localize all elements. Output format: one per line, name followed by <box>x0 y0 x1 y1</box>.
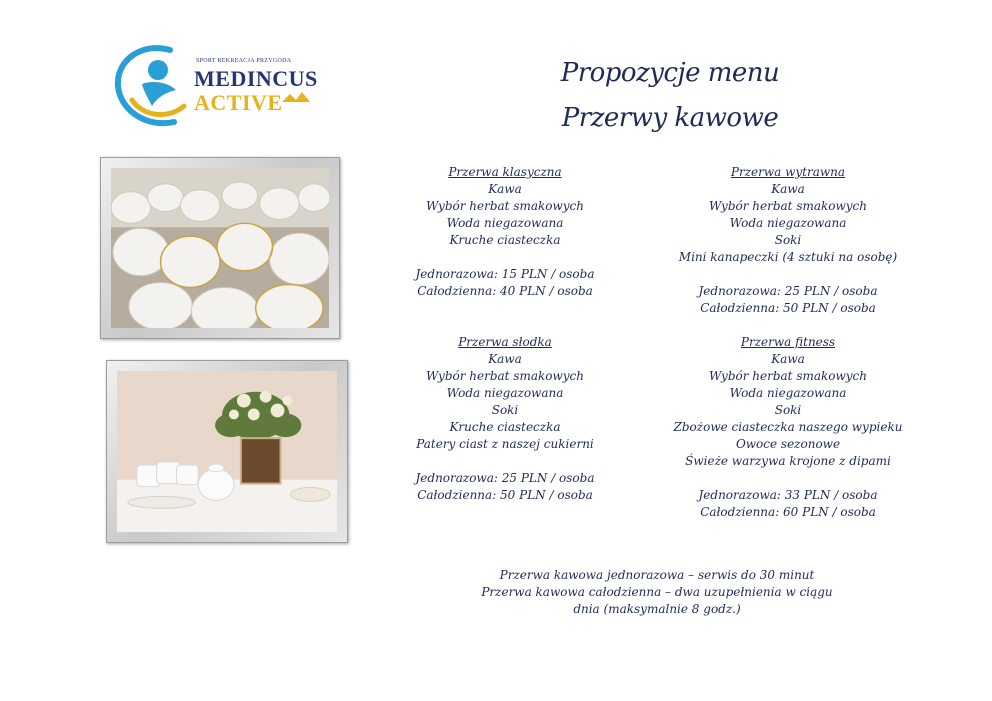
menu-title: Przerwa fitness <box>740 335 836 349</box>
price-allday: Całodzienna: 50 PLN / osoba <box>417 488 593 502</box>
menu-item: Wybór herbat smakowych <box>708 369 868 383</box>
teaset-photo <box>106 360 348 543</box>
menu-item: Soki <box>491 403 519 417</box>
menu-item: Kawa <box>771 182 805 196</box>
menu-item: Patery ciast z naszej cukierni <box>416 437 594 451</box>
menu-klasyczna <box>385 164 625 300</box>
menu-slodka <box>385 334 625 504</box>
price-allday: Całodzienna: 50 PLN / osoba <box>700 301 876 315</box>
menu-item: Soki <box>774 403 802 417</box>
price-single: Jednorazowa: 15 PLN / osoba <box>415 267 595 281</box>
menu-item: Woda niegazowana <box>729 216 847 230</box>
price-single: Jednorazowa: 33 PLN / osoba <box>698 488 878 502</box>
cups-photo <box>100 157 340 339</box>
teaset-image-icon <box>117 371 337 532</box>
menu-item: Woda niegazowana <box>446 386 564 400</box>
menu-wytrawna <box>668 164 908 317</box>
footer-line: Przerwa kawowa całodzienna – dwa uzupełnienia w ciągu <box>481 585 833 599</box>
footer-line: dnia (maksymalnie 8 godz.) <box>573 602 741 616</box>
menu-title: Przerwa słodka <box>458 335 552 349</box>
price-allday: Całodzienna: 40 PLN / osoba <box>417 284 593 298</box>
menu-item: Wybór herbat smakowych <box>425 369 585 383</box>
menu-item: Wybór herbat smakowych <box>708 199 868 213</box>
page-subtitle: Przerwy kawowe <box>561 103 779 133</box>
logo-brand-top: MEDINCUS <box>194 66 318 91</box>
menu-title: Przerwa klasyczna <box>448 165 562 179</box>
medincus-logo <box>112 40 342 132</box>
menu-fitness <box>668 334 908 521</box>
menu-item: Woda niegazowana <box>729 386 847 400</box>
price-single: Jednorazowa: 25 PLN / osoba <box>698 284 878 298</box>
logo-brand-bottom: ACTIVE <box>194 90 283 115</box>
menu-item: Soki <box>774 233 802 247</box>
price-single: Jednorazowa: 25 PLN / osoba <box>415 471 595 485</box>
menu-item: Kawa <box>771 352 805 366</box>
menu-item: Woda niegazowana <box>446 216 564 230</box>
price-allday: Całodzienna: 60 PLN / osoba <box>700 505 876 519</box>
menu-item: Owoce sezonowe <box>735 437 841 451</box>
menu-item: Wybór herbat smakowych <box>425 199 585 213</box>
menu-item: Świeże warzywa krojone z dipami <box>685 454 891 468</box>
footer-line: Przerwa kawowa jednorazowa – serwis do 30 minut <box>499 568 815 582</box>
menu-item: Kruche ciasteczka <box>449 233 561 247</box>
menu-item: Kruche ciasteczka <box>449 420 561 434</box>
menu-item: Kawa <box>488 182 522 196</box>
cups-image-icon <box>111 168 329 328</box>
menu-item: Kawa <box>488 352 522 366</box>
menu-item: Zbożowe ciasteczka naszego wypieku <box>673 420 903 434</box>
menu-title: Przerwa wytrawna <box>730 165 846 179</box>
page-title: Propozycje menu <box>560 58 780 88</box>
logo-tagline: SPORT REKREACJA PRZYGODA <box>196 58 292 64</box>
menu-item: Mini kanapeczki (4 sztuki na osobę) <box>678 250 898 264</box>
footer-notes <box>460 567 854 618</box>
